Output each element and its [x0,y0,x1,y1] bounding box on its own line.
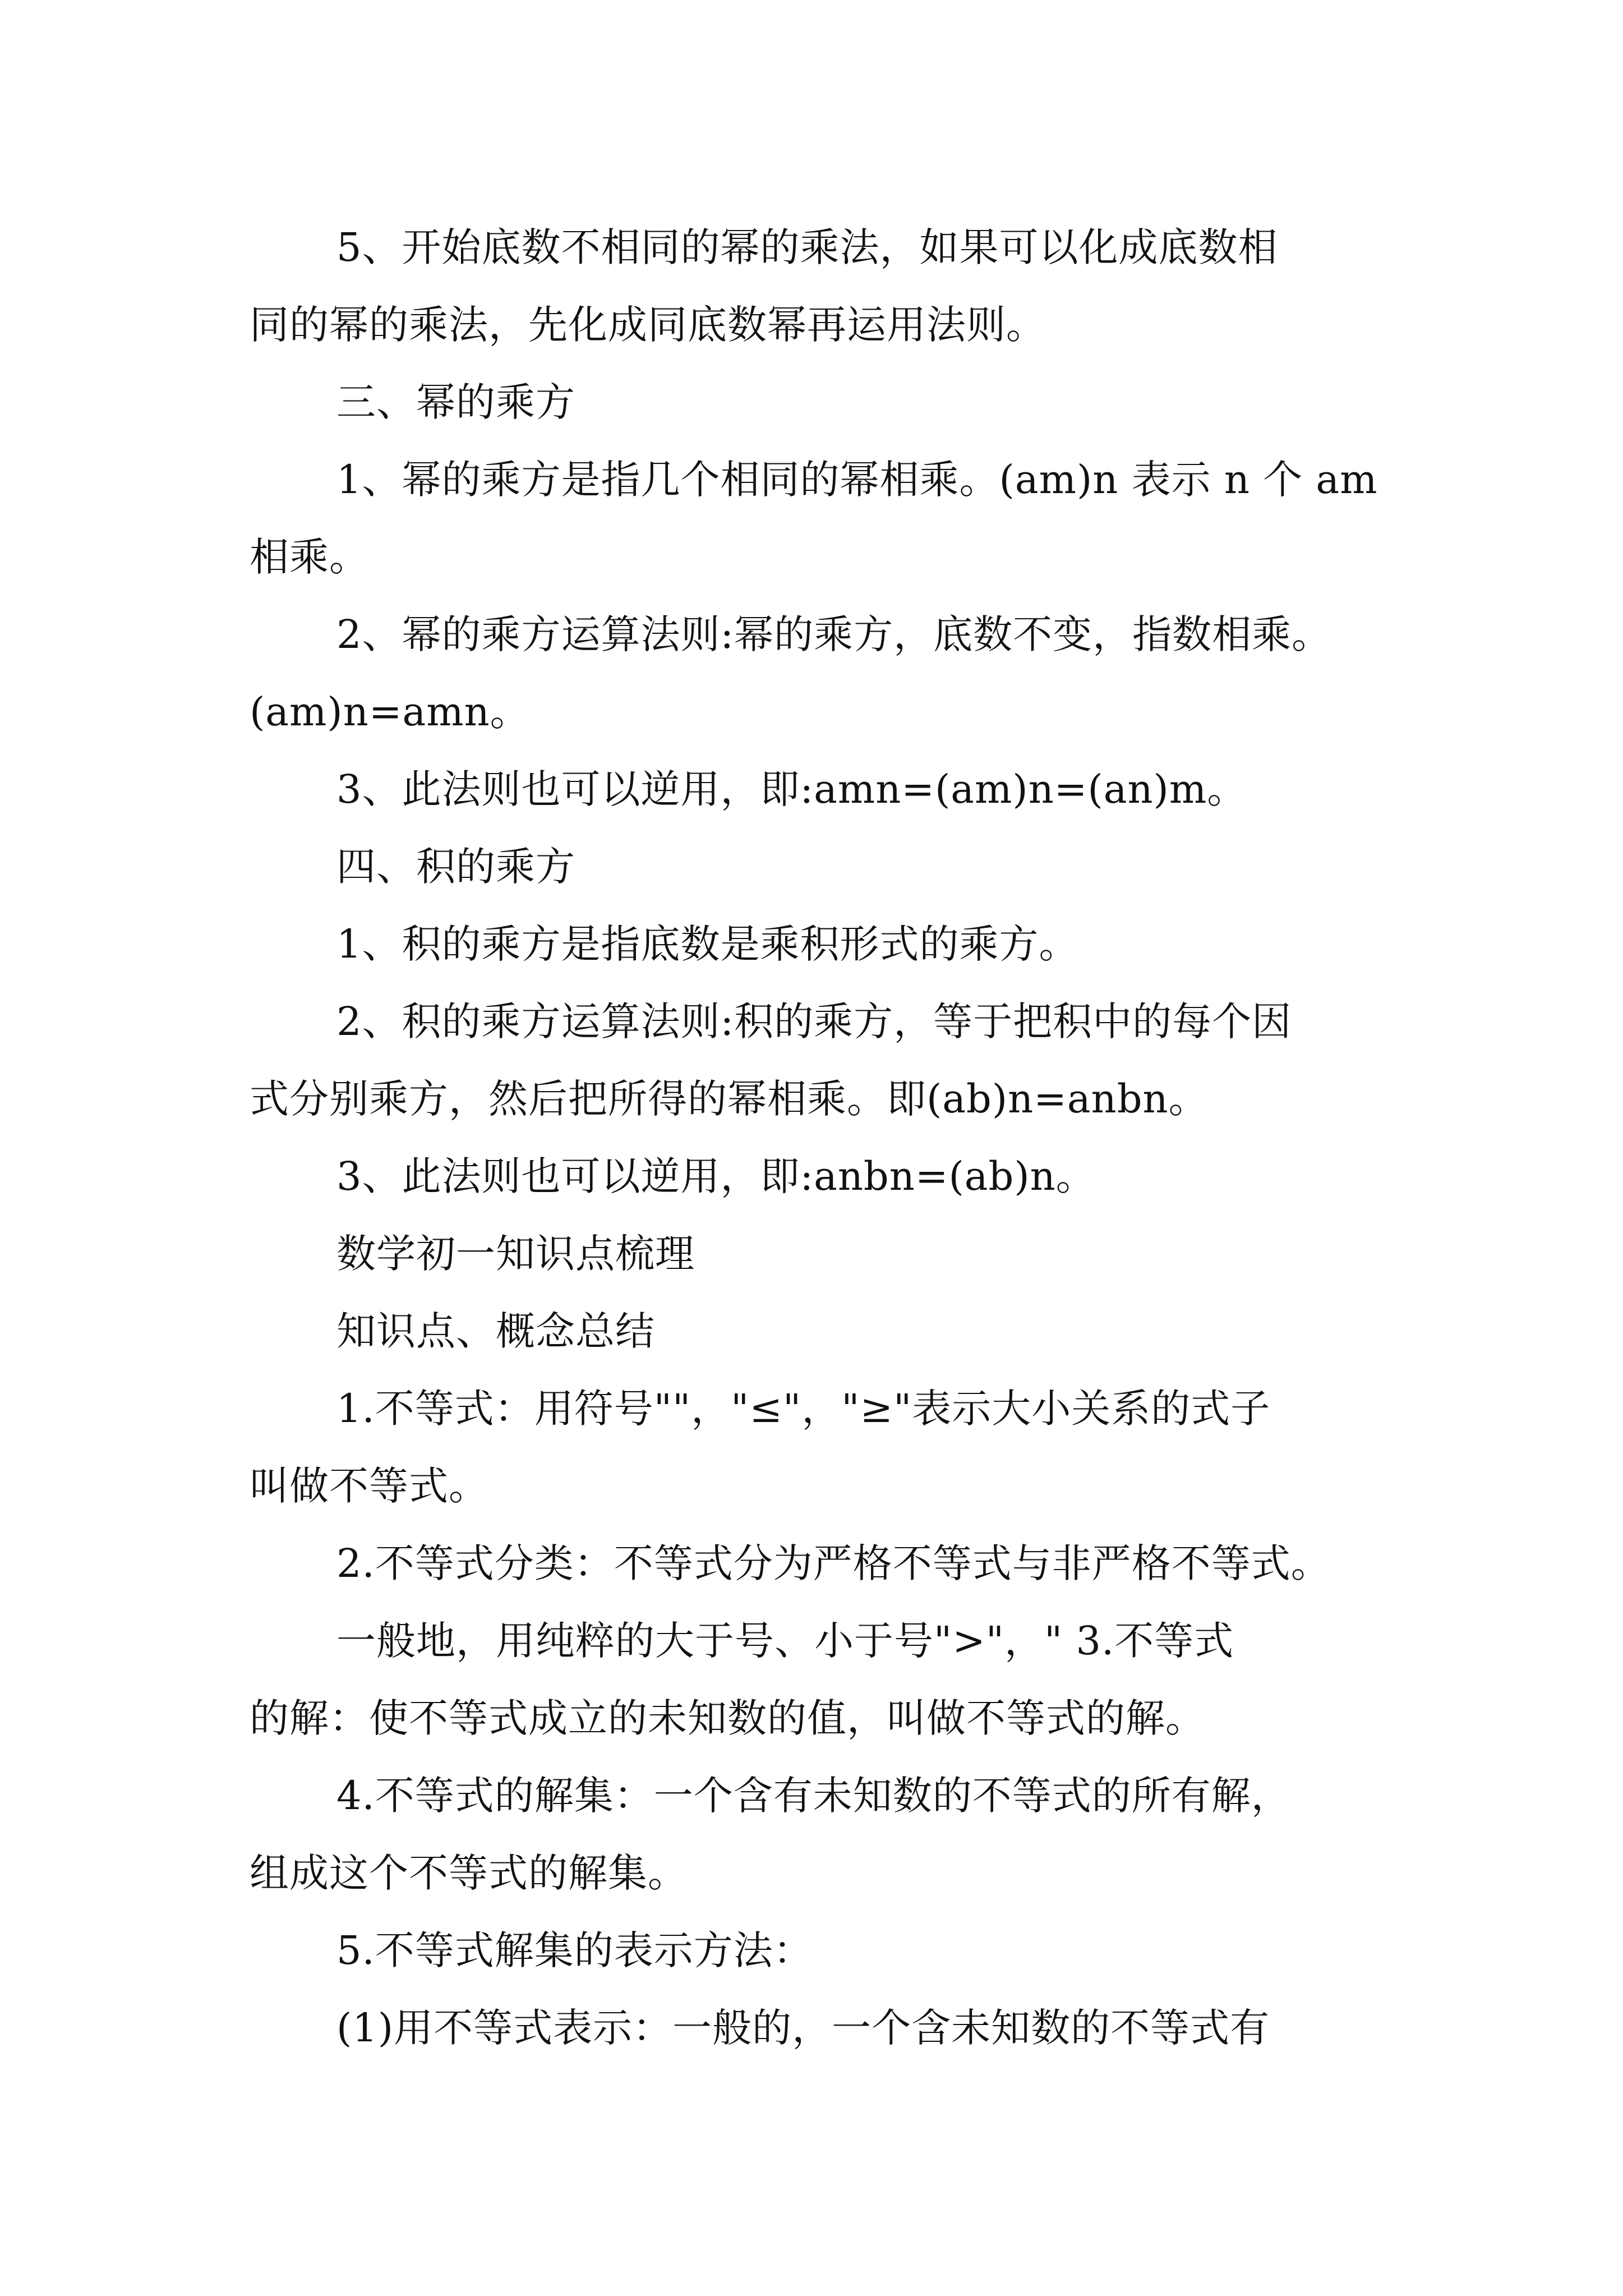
paragraph-line: 相乘。 [250,534,369,580]
paragraph-line: 3、此法则也可以逆用，即:amn=(am)n=(an)m。 [336,766,1247,812]
section-heading: 三、幂的乘方 [336,379,575,425]
section-heading: 数学初一知识点梳理 [336,1231,695,1277]
paragraph-line: (1)用不等式表示：一般的，一个含未知数的不等式有 [336,2005,1270,2051]
paragraph-line: (am)n=amn。 [250,689,530,735]
section-heading: 知识点、概念总结 [336,1308,655,1354]
paragraph-line: 一般地，用纯粹的大于号、小于号">"，" 3.不等式 [336,1618,1234,1664]
paragraph-line: 组成这个不等式的解集。 [250,1850,688,1896]
paragraph-line: 的解：使不等式成立的未知数的值，叫做不等式的解。 [250,1695,1205,1741]
paragraph-line: 4.不等式的解集：一个含有未知数的不等式的所有解， [336,1773,1291,1819]
section-heading: 四、积的乘方 [336,844,575,890]
paragraph-line: 式分别乘方，然后把所得的幂相乘。即(ab)n=anbn。 [250,1076,1209,1122]
document-body [250,209,1382,2067]
paragraph-line: 同的幂的乘法，先化成同底数幂再运用法则。 [250,302,1046,348]
paragraph-line: 5、开始底数不相同的幂的乘法，如果可以化成底数相 [336,224,1278,270]
paragraph-line: 1.不等式：用符号""，"≤"，"≥"表示大小关系的式子 [336,1386,1271,1432]
paragraph-line: 1、积的乘方是指底数是乘积形式的乘方。 [336,921,1079,967]
paragraph-line: 2、积的乘方运算法则:积的乘方，等于把积中的每个因 [336,999,1292,1045]
paragraph-line: 3、此法则也可以逆用，即:anbn=(ab)n。 [336,1153,1096,1199]
paragraph-line: 2、幂的乘方运算法则:幂的乘方，底数不变，指数相乘。 [336,611,1332,657]
paragraph-line: 2.不等式分类：不等式分为严格不等式与非严格不等式。 [336,1540,1331,1586]
paragraph-line: 5.不等式解集的表示方法： [336,1927,813,1973]
paragraph-line: 1、幂的乘方是指几个相同的幂相乘。(am)n 表示 n 个 am [336,457,1378,503]
paragraph-line: 叫做不等式。 [250,1463,488,1509]
